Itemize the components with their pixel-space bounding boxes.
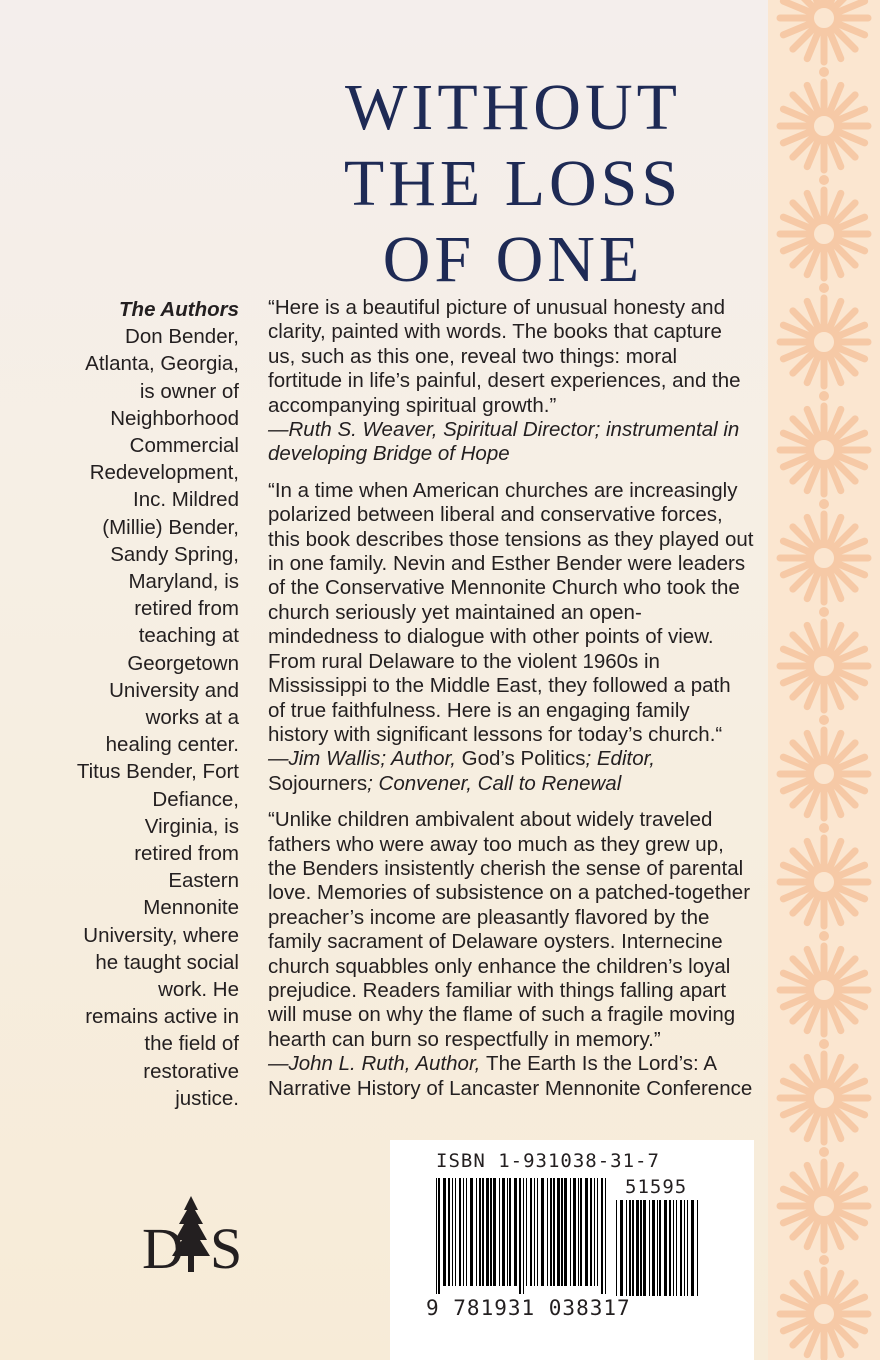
attribution-line: —Ruth S. Weaver, Spiritual Director; instrumental in: [268, 418, 740, 442]
book-title-ref: God’s Politics: [461, 747, 586, 771]
barcode-bar: [561, 1178, 563, 1286]
barcode-bar: [523, 1178, 524, 1294]
endorsement-line: this book describes those tensions as they played out: [268, 527, 754, 551]
barcode-bar: [601, 1178, 603, 1294]
sunburst-ornament-icon: [780, 0, 868, 77]
endorsement-line: the Benders insistently cherish the sense of parental: [268, 856, 744, 880]
attribution-line: developing Bridge of Hope: [268, 442, 510, 466]
author-bio-line: healing center.: [105, 733, 239, 757]
authors-heading: The Authors: [119, 298, 239, 321]
barcode-bar: [537, 1178, 538, 1286]
barcode-bar: [455, 1178, 456, 1286]
barcode-bar: [657, 1200, 658, 1296]
author-bio-line: Redevelopment,: [89, 461, 239, 485]
author-bio-line: works at a: [145, 706, 239, 730]
barcode-bar: [597, 1178, 598, 1286]
barcode-bar: [590, 1178, 592, 1286]
barcode-bar: [676, 1200, 677, 1296]
endorsement-line: Mississippi to the Middle East, they followed a path: [268, 674, 731, 698]
barcode-bar: [697, 1200, 698, 1296]
endorsements: [268, 296, 760, 1113]
endorsement-2: [268, 479, 760, 796]
sunburst-ornament-icon: [780, 730, 868, 833]
barcode-bar: [557, 1178, 560, 1286]
barcode-panel: [390, 1140, 754, 1360]
sunburst-ornament-icon: [780, 1054, 868, 1157]
barcode-bar: [470, 1178, 473, 1286]
endorsement-line: church squabbles only enhance the children’s loyal: [268, 954, 731, 978]
barcode-bar: [448, 1178, 450, 1286]
author-bio-line: Inc. Mildred: [133, 488, 239, 512]
barcode-bar: [640, 1200, 642, 1296]
sunburst-ornament-icon: [780, 1162, 868, 1265]
endorsement-line: church seriously yet maintained an open-: [268, 600, 642, 624]
sunburst-ornament-icon: [780, 622, 868, 725]
endorsement-line: in one family. Nevin and Esther Bender were leaders: [268, 552, 746, 576]
barcode-bar: [499, 1178, 500, 1286]
barcode-bar: [626, 1200, 627, 1296]
svg-text:S: S: [210, 1216, 242, 1278]
endorsement-line: “Unlike children ambivalent about widely traveled: [268, 808, 713, 832]
author-bio-line: teaching at: [138, 624, 239, 648]
author-bio-line: (Millie) Bender,: [102, 515, 239, 539]
barcode-bar: [578, 1178, 579, 1286]
endorsement-line: fathers who were away too much as they grew up,: [268, 832, 724, 856]
barcode-bar: [482, 1178, 484, 1286]
endorsement-line: “In a time when American churches are increasingly: [268, 478, 738, 502]
barcode-bar: [514, 1178, 517, 1286]
publisher-logo-mark: D: [142, 1216, 184, 1278]
price-addon: 51595: [625, 1176, 688, 1198]
barcode-bar: [632, 1200, 634, 1296]
barcode-bar: [636, 1200, 639, 1296]
barcode-bar: [553, 1178, 555, 1286]
endorsement-1: [268, 296, 760, 467]
barcode-bar: [530, 1178, 532, 1286]
endorsement-line: accompanying spiritual growth.”: [268, 393, 557, 417]
barcode-bar: [673, 1200, 674, 1296]
endorsement-line: history with significant lessons for today’s church.“: [268, 722, 723, 746]
barcode-bar: [519, 1178, 521, 1294]
barcode-bar: [687, 1200, 688, 1296]
book-title-ref: Narrative History of Lancaster Mennonite Conference: [268, 1076, 753, 1100]
barcode-bar: [652, 1200, 655, 1296]
sunburst-ornament-icon: [780, 1270, 868, 1360]
author-bio-line: Maryland, is: [128, 570, 239, 594]
author-bio-line: Defiance,: [152, 787, 239, 811]
barcode-bar: [547, 1178, 548, 1286]
barcode-bar: [534, 1178, 535, 1286]
barcode-bar: [605, 1178, 606, 1294]
ean-digits: 9 781931 038317: [426, 1296, 631, 1320]
barcode-bar: [509, 1178, 511, 1286]
author-bio-line: is owner of: [139, 379, 239, 403]
barcode-bar: [616, 1200, 617, 1296]
sunburst-ornament-icon: [780, 82, 868, 185]
barcode-bar: [486, 1178, 489, 1286]
barcode-bar: [493, 1178, 496, 1286]
barcode-bar: [490, 1178, 492, 1286]
barcode-bar: [436, 1178, 437, 1294]
book-title: [268, 70, 758, 298]
book-title-ref: The Earth Is the Lord’s: A: [486, 1052, 717, 1076]
attribution-part: —John L. Ruth, Author,: [268, 1052, 487, 1076]
endorsement-3-text: [268, 808, 760, 1052]
author-bio-line: Georgetown: [127, 651, 239, 675]
endorsement-2-text: [268, 479, 760, 747]
endorsement-line: of true faithfulness. Here is an engaging family: [268, 698, 690, 722]
author-bio-line: Eastern: [168, 869, 239, 893]
sunburst-ornament-icon: [780, 406, 868, 509]
endorsement-line: fortitude in life’s painful, desert experiences, and the: [268, 369, 741, 393]
barcode-bar: [476, 1178, 477, 1286]
author-bio-line: Commercial: [129, 434, 239, 458]
author-bio-line: Atlanta, Georgia,: [85, 352, 239, 376]
barcode-bar: [585, 1178, 588, 1286]
sunburst-ornament-icon: [780, 838, 868, 941]
endorsement-line: love. Memories of subsistence on a patched-together: [268, 881, 751, 905]
endorsement-line: polarized between liberal and conservative forces,: [268, 503, 723, 527]
barcode-bar: [466, 1178, 467, 1286]
author-bio-line: University, where: [83, 923, 239, 947]
endorsement-line: “Here is a beautiful picture of unusual honesty and: [268, 296, 725, 319]
endorsement-line: family sacrament of Delaware oysters. Internecine: [268, 930, 723, 954]
endorsement-line: mindedness to dialogue with other points of view.: [268, 625, 714, 649]
title-line-3: OF ONE: [382, 223, 644, 296]
author-bio-line: Don Bender,: [125, 325, 239, 349]
barcode-bar: [664, 1200, 667, 1296]
title-line-2: THE LOSS: [343, 147, 683, 220]
sunburst-ornament-icon: [780, 514, 868, 617]
barcode-bar: [463, 1178, 464, 1286]
endorsement-3-attribution: [268, 1052, 760, 1101]
barcode-bar: [659, 1200, 661, 1296]
endorsement-line: hearth can burn so respectfully in memory.”: [268, 1027, 661, 1051]
barcode-bar: [620, 1200, 623, 1296]
author-bio-line: justice.: [175, 1086, 239, 1110]
magazine-title-ref: Sojourners: [268, 771, 368, 795]
barcode-bar: [541, 1178, 544, 1286]
author-bio-line: retired from: [134, 597, 239, 621]
endorsement-line: will muse on why the flame of such a fragile moving: [268, 1003, 736, 1027]
attribution-part: ; Convener, Call to Renewal: [367, 771, 622, 795]
author-bio-line: restorative: [143, 1059, 239, 1083]
barcode-bar: [452, 1178, 453, 1286]
authors-bio: [60, 296, 239, 1112]
endorsement-2-attribution: [268, 747, 760, 796]
barcode-bar: [438, 1178, 440, 1294]
decorative-border-strip: [768, 0, 880, 1360]
endorsement-line: clarity, painted with words. The books that capture: [268, 320, 722, 344]
barcode-bar: [570, 1178, 571, 1286]
barcode-bar: [669, 1200, 671, 1296]
author-bio-line: Virginia, is: [144, 814, 239, 838]
title-line-1: WITHOUT: [345, 71, 681, 144]
endorsement-1-attribution: [268, 418, 760, 467]
isbn-label: ISBN 1-931038-31-7: [436, 1150, 660, 1172]
barcode-bar: [580, 1178, 582, 1286]
author-bio-line: retired from: [134, 842, 239, 866]
endorsement-line: From rural Delaware to the violent 1960s in: [268, 649, 660, 673]
barcode-bars: [434, 1178, 714, 1296]
author-bio-line: Neighborhood: [110, 406, 239, 430]
barcode-bar: [443, 1178, 446, 1286]
author-bio-line: the field of: [144, 1032, 239, 1056]
author-bio-line: Titus Bender, Fort: [76, 760, 239, 784]
endorsement-1-text: [268, 296, 760, 418]
barcode-bar: [629, 1200, 631, 1296]
endorsement-3: [268, 808, 760, 1101]
barcode-bar: [550, 1178, 552, 1286]
barcode-bar: [479, 1178, 481, 1286]
attribution-part: ; Editor,: [585, 747, 655, 771]
sunburst-ornament-icon: [780, 946, 868, 1049]
barcode-bar: [507, 1178, 508, 1286]
author-bio-line: Mennonite: [143, 896, 239, 920]
endorsement-line: prejudice. Readers familiar with things falling apart: [268, 978, 727, 1002]
barcode-bar: [691, 1200, 694, 1296]
ornament-pattern: [768, 0, 880, 1360]
barcode-bar: [564, 1178, 567, 1286]
barcode-bar: [594, 1178, 595, 1286]
barcode-bar: [684, 1200, 685, 1296]
barcode-bar: [502, 1178, 505, 1286]
barcode-bar: [680, 1200, 682, 1296]
barcode-bar: [649, 1200, 650, 1296]
author-bio-line: Sandy Spring,: [110, 542, 239, 566]
author-bio-line: remains active in: [85, 1005, 239, 1029]
endorsement-line: of the Conservative Mennonite Church who took the: [268, 576, 740, 600]
sunburst-ornament-icon: [780, 298, 868, 401]
author-bio-line: University and: [109, 678, 239, 702]
authors-text: [60, 323, 239, 1112]
attribution-part: —Jim Wallis; Author,: [268, 747, 462, 771]
sunburst-ornament-icon: [780, 190, 868, 293]
barcode-bar: [459, 1178, 461, 1286]
barcode-bar: [526, 1178, 527, 1286]
publisher-logo: [140, 1194, 242, 1278]
endorsement-line: preacher’s income are pleasantly flavored by the: [268, 905, 710, 929]
barcode-bar: [643, 1200, 646, 1296]
author-bio-line: he taught social: [95, 950, 239, 974]
endorsement-line: us, such as this one, reveal two things: moral: [268, 344, 678, 368]
author-bio-line: work. He: [158, 978, 239, 1002]
barcode-bar: [573, 1178, 576, 1286]
